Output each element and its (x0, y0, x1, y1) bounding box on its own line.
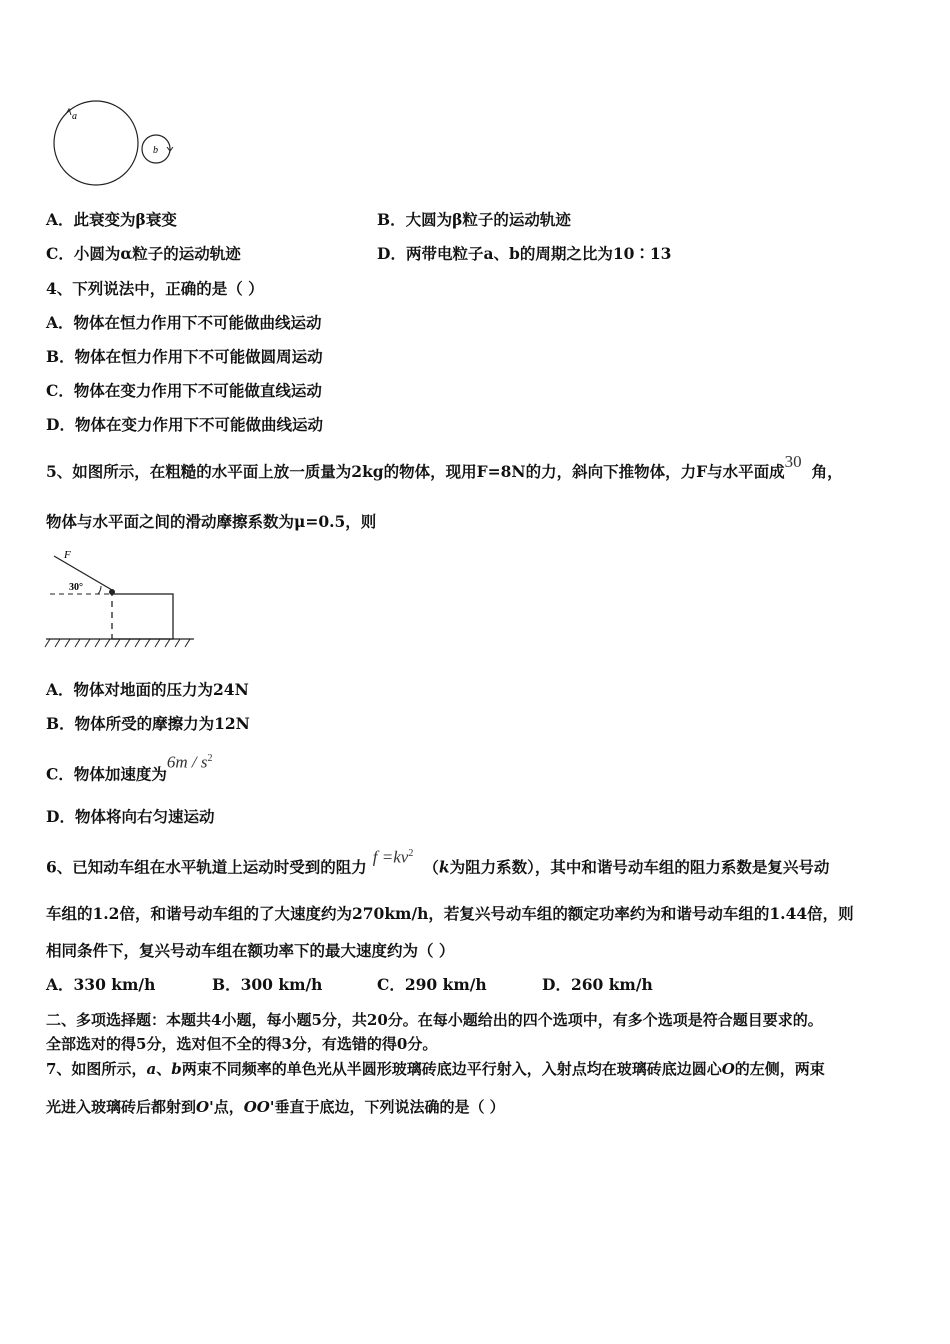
q6-formula (373, 843, 414, 869)
q3-option-b: B．大圆为β粒子的运动轨迹 (377, 210, 571, 229)
force-arrow (54, 556, 112, 590)
angle-arc (98, 586, 101, 594)
decay-circles-figure (46, 96, 176, 192)
q7-a: a (146, 1060, 157, 1078)
q7-stem-line2 (46, 1096, 505, 1118)
q3-option-c: C．小圆为α粒子的运动轨迹 (46, 244, 241, 263)
q4-option-c: C．物体在变力作用下不可能做直线运动 (46, 381, 322, 400)
q5-option-c (46, 752, 213, 786)
q3-option-a: A．此衰变为β衰变 (46, 210, 177, 229)
q5-option-c-formula (167, 748, 213, 774)
q5-stem-part1: 5、如图所示，在粗糙的水平面上放一质量为2kg的物体，现用F=8N的力，斜向下推物体，力F与水平面成 (46, 462, 785, 481)
q6-stem-line3: 相同条件下，复兴号动车组在额功率下的最大速度约为（ ） (46, 941, 455, 960)
formula-exponent: 2 (408, 848, 414, 859)
q7-seg4: 的左侧，两束 (734, 1060, 825, 1078)
q6-stem-part1: 6、已知动车组在水平轨道上运动时受到的阻力 (46, 857, 367, 877)
section2-line2: 全部选对的得5分，选对但不全的得3分，有选错的得0分。 (46, 1035, 438, 1053)
q4-option-d: D．物体在变力作用下不可能做曲线运动 (46, 415, 323, 434)
q7-Oprime: O' (196, 1098, 214, 1116)
q4-option-a: A．物体在恒力作用下不可能做曲线运动 (46, 313, 322, 332)
q5-stem-line2: 物体与水平面之间的滑动摩擦系数为μ=0.5，则 (46, 512, 377, 531)
formula-base: 6m / s (166, 752, 208, 772)
label-b: b (153, 145, 158, 156)
q5-option-a: A．物体对地面的压力为24N (46, 680, 249, 699)
q3-option-d: D．两带电粒子a、b的周期之比为10∶13 (377, 244, 672, 263)
q5-option-b: B．物体所受的摩擦力为12N (46, 714, 250, 733)
q6-stem-line1 (46, 847, 830, 879)
q6-option-d: D．260 km/h (542, 975, 653, 994)
q5-stem-line1 (46, 452, 843, 483)
q5-stem-part2: 角， (811, 462, 843, 481)
q7-OOprime: OO' (243, 1098, 275, 1116)
q7-line2-seg1: 光进入玻璃砖后都射到 (46, 1098, 197, 1116)
q7-line2-seg2: 点， (213, 1098, 244, 1116)
q6-stem-line2: 车组的1.2倍，和谐号动车组的了大速度约为270km/h，若复兴号动车组的额定功率约为和谐号动车组的1.44倍，则 (46, 904, 854, 923)
formula-eq: =kv (377, 847, 409, 867)
formula-f: f (372, 847, 378, 867)
formula-exponent: 2 (207, 753, 213, 764)
q6-option-a: A．330 km/h (46, 975, 156, 994)
q5-option-d: D．物体将向右匀速运动 (46, 807, 215, 826)
q4-stem: 4、下列说法中，正确的是（ ） (46, 279, 264, 298)
block (112, 594, 173, 639)
q7-seg2: 、 (156, 1060, 172, 1078)
q4-option-b: B．物体在恒力作用下不可能做圆周运动 (46, 347, 323, 366)
q6-k: k (438, 857, 450, 877)
section2-line1: 二、多项选择题：本题共4小题，每小题5分，共20分。在每小题给出的四个选项中，有多个选项是符合题目要求的。 (46, 1011, 823, 1029)
angle-label: 30° (69, 582, 83, 593)
block-force-figure (44, 546, 196, 654)
q5-angle-value: 30 (784, 452, 802, 471)
q5-option-c-text: C．物体加速度为 (46, 764, 167, 784)
force-label: F (64, 549, 71, 561)
q7-O: O (721, 1060, 735, 1078)
q6-option-c: C．290 km/h (377, 975, 487, 994)
ground-hatching (45, 639, 190, 647)
q6-option-b: B．300 km/h (212, 975, 323, 994)
label-a: a (72, 111, 77, 122)
q6-stem-part2: 为阻力系数），其中和谐号动车组的阻力系数是复兴号动 (449, 857, 830, 877)
q7-seg3: 两束不同频率的单色光从半圆形玻璃砖底边平行射入，入射点均在玻璃砖底边圆心 (181, 1060, 722, 1078)
q7-line2-seg3: 垂直于底边，下列说法确的是（ ） (274, 1098, 505, 1116)
q7-seg1: 7、如图所示， (46, 1060, 147, 1078)
q6-open-paren: （ (423, 857, 439, 877)
q7-b: b (171, 1060, 182, 1078)
q7-stem-line1 (46, 1058, 825, 1080)
